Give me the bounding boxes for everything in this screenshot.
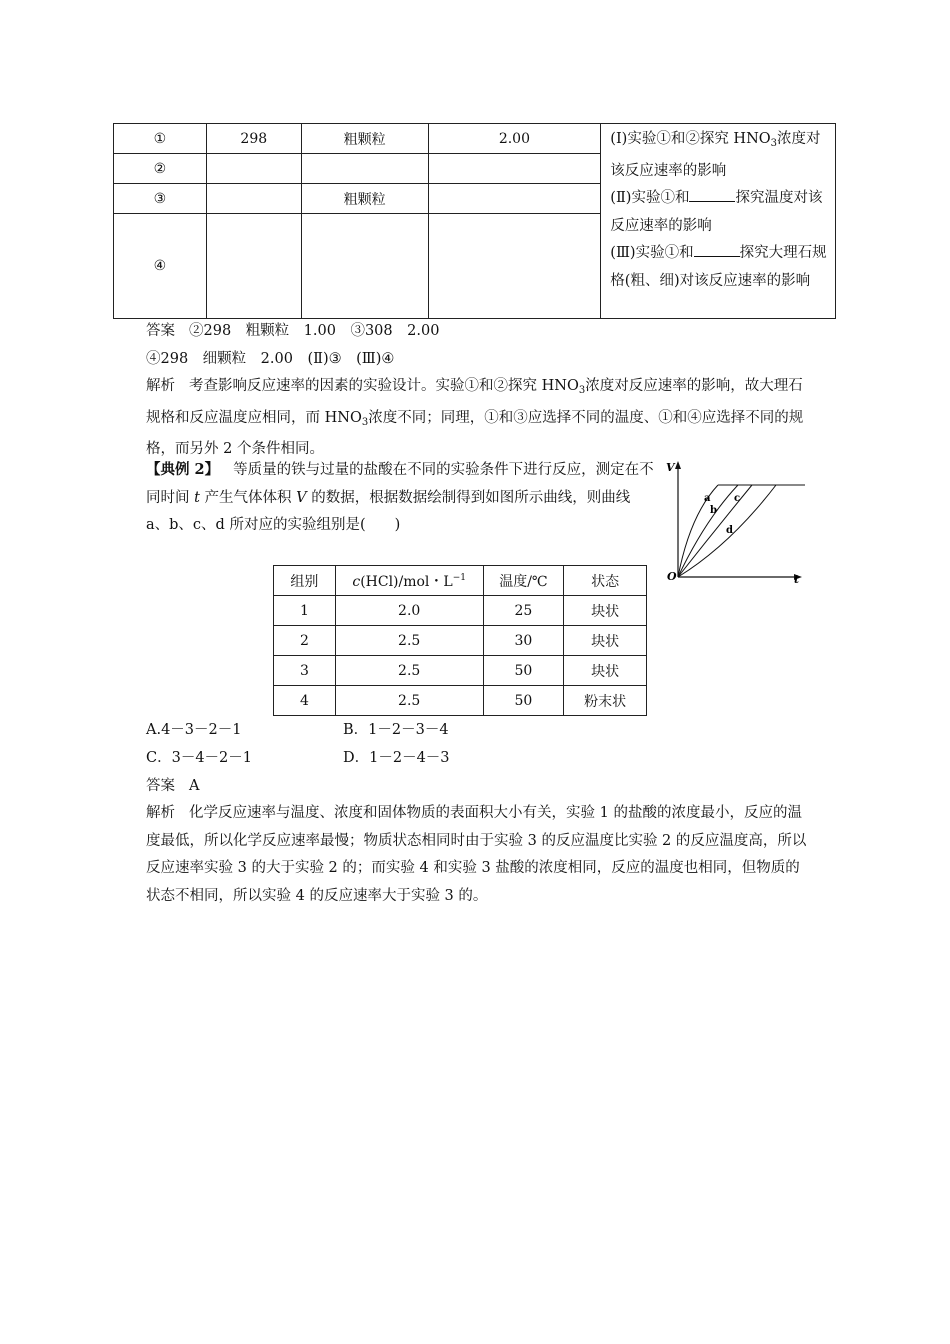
table-cell: 30 [483,626,564,656]
table-cell: 块状 [564,596,647,626]
table-cell: 2.0 [335,596,483,626]
table-cell: 25 [483,596,564,626]
table-cell [206,184,301,214]
header-cell: 状态 [564,566,647,596]
x-axis-label: t [794,573,800,585]
example-2-question: 【典例 2】 等质量的铁与过量的盐酸在不同的实验条件下进行反应，测定在不同时间 t 产生气体体积 V 的数据，根据数据绘制得到如图所示曲线，则曲线 a、b、c、d 所对应的实验组别是( ) [146,461,654,533]
option-d: D．1－2－4－3 [343,750,450,766]
header-cell: 温度/℃ [483,566,564,596]
purpose-1: (Ⅰ)实验①和②探究 $HNO_3$浓度对该反应速率的影响 [610,131,821,179]
table-cell [428,214,601,319]
volume-time-graph [660,455,810,585]
purpose-3: (Ⅲ)实验①和 探究大理石规格(粗、细)对该反应速率的影响 [610,240,829,295]
analysis-2: 解析 化学反应速率与温度、浓度和固体物质的表面积大小有关，实验 1 的盐酸的浓度最小，反应的温度最低，所以化学反应速率最慢；物质状态相同时由于实验 3 的反应温度比实验 2 的反应温度高，所以反应速率实验 3 的大于实验 2 的；而实验 4 和实验 3 盐酸的浓度相同，反应的温度也相同，但物质的状态不相同，所以实验 4 的反应速率大于实验 3 的。 [146,805,807,904]
curve-label-d: d [726,525,733,536]
fill-blank [694,242,740,257]
table-cell: 3 [274,656,336,686]
table-cell: ① [114,124,207,154]
table-row [114,124,836,154]
table-cell: 粗颗粒 [301,184,428,214]
answer-2: 答案 A [146,778,200,794]
table-cell [301,214,428,319]
y-axis-arrow-icon [675,461,681,469]
table-cell: 298 [206,124,301,154]
table-cell: 粉末状 [564,686,647,716]
option-c: C．3－4－2－1 [146,750,252,766]
table-cell: ② [114,154,207,184]
table-cell [301,154,428,184]
curve-label-c: c [734,493,741,504]
table-cell [206,154,301,184]
table-cell: 2.5 [335,656,483,686]
table-header-row [274,566,647,596]
table-cell: 2.5 [335,626,483,656]
origin-label: O [667,570,677,583]
table-cell: 2.5 [335,686,483,716]
curve-c [678,485,752,577]
table-cell [428,154,601,184]
experiment-purpose-cell [601,124,836,319]
curve-label-a: a [704,493,711,504]
answer-1-line-1: 答案 ②298 粗颗粒 1.00 ③308 2.00 [146,323,440,339]
curve-label-b: b [710,505,717,516]
table-cell: 50 [483,686,564,716]
analysis-1: 解析 考查影响反应速率的因素的实验设计。实验①和②探究 $HNO_3$浓度对反应速率的影响，故大理石规格和反应温度应相同，而 $HNO_3$浓度不同；同理，①和③应选择不同的温度、①和④应选择不同的规格，而另外 2 个条件相同。 [146,378,804,457]
table-cell [428,184,601,214]
answer-1-line-2: ④298 细颗粒 2.00 (Ⅱ)③ (Ⅲ)④ [146,351,395,367]
table-cell: 4 [274,686,336,716]
experiment-design-table [113,123,836,319]
y-axis-label: V [666,461,675,474]
purpose-2: (Ⅱ)实验①和 探究温度对该反应速率的影响 [610,185,829,240]
fill-blank [689,187,735,202]
conditions-table [273,565,647,716]
table-cell: 粗颗粒 [301,124,428,154]
table-cell [206,214,301,319]
header-cell: 组别 [274,566,336,596]
table-cell: 50 [483,656,564,686]
table-cell: 2.00 [428,124,601,154]
option-a: A.4－3－2－1 [146,722,242,738]
table-cell: 块状 [564,656,647,686]
table-cell: 2 [274,626,336,656]
table-cell: ③ [114,184,207,214]
table-row [274,656,647,686]
table-cell: 1 [274,596,336,626]
table-row [274,626,647,656]
header-cell: c(HCl)/mol・$L^{-1}$ [335,566,483,596]
option-b: B．1－2－3－4 [343,722,449,738]
table-cell: 块状 [564,626,647,656]
table-cell: ④ [114,214,207,319]
table-row [274,686,647,716]
table-row [274,596,647,626]
